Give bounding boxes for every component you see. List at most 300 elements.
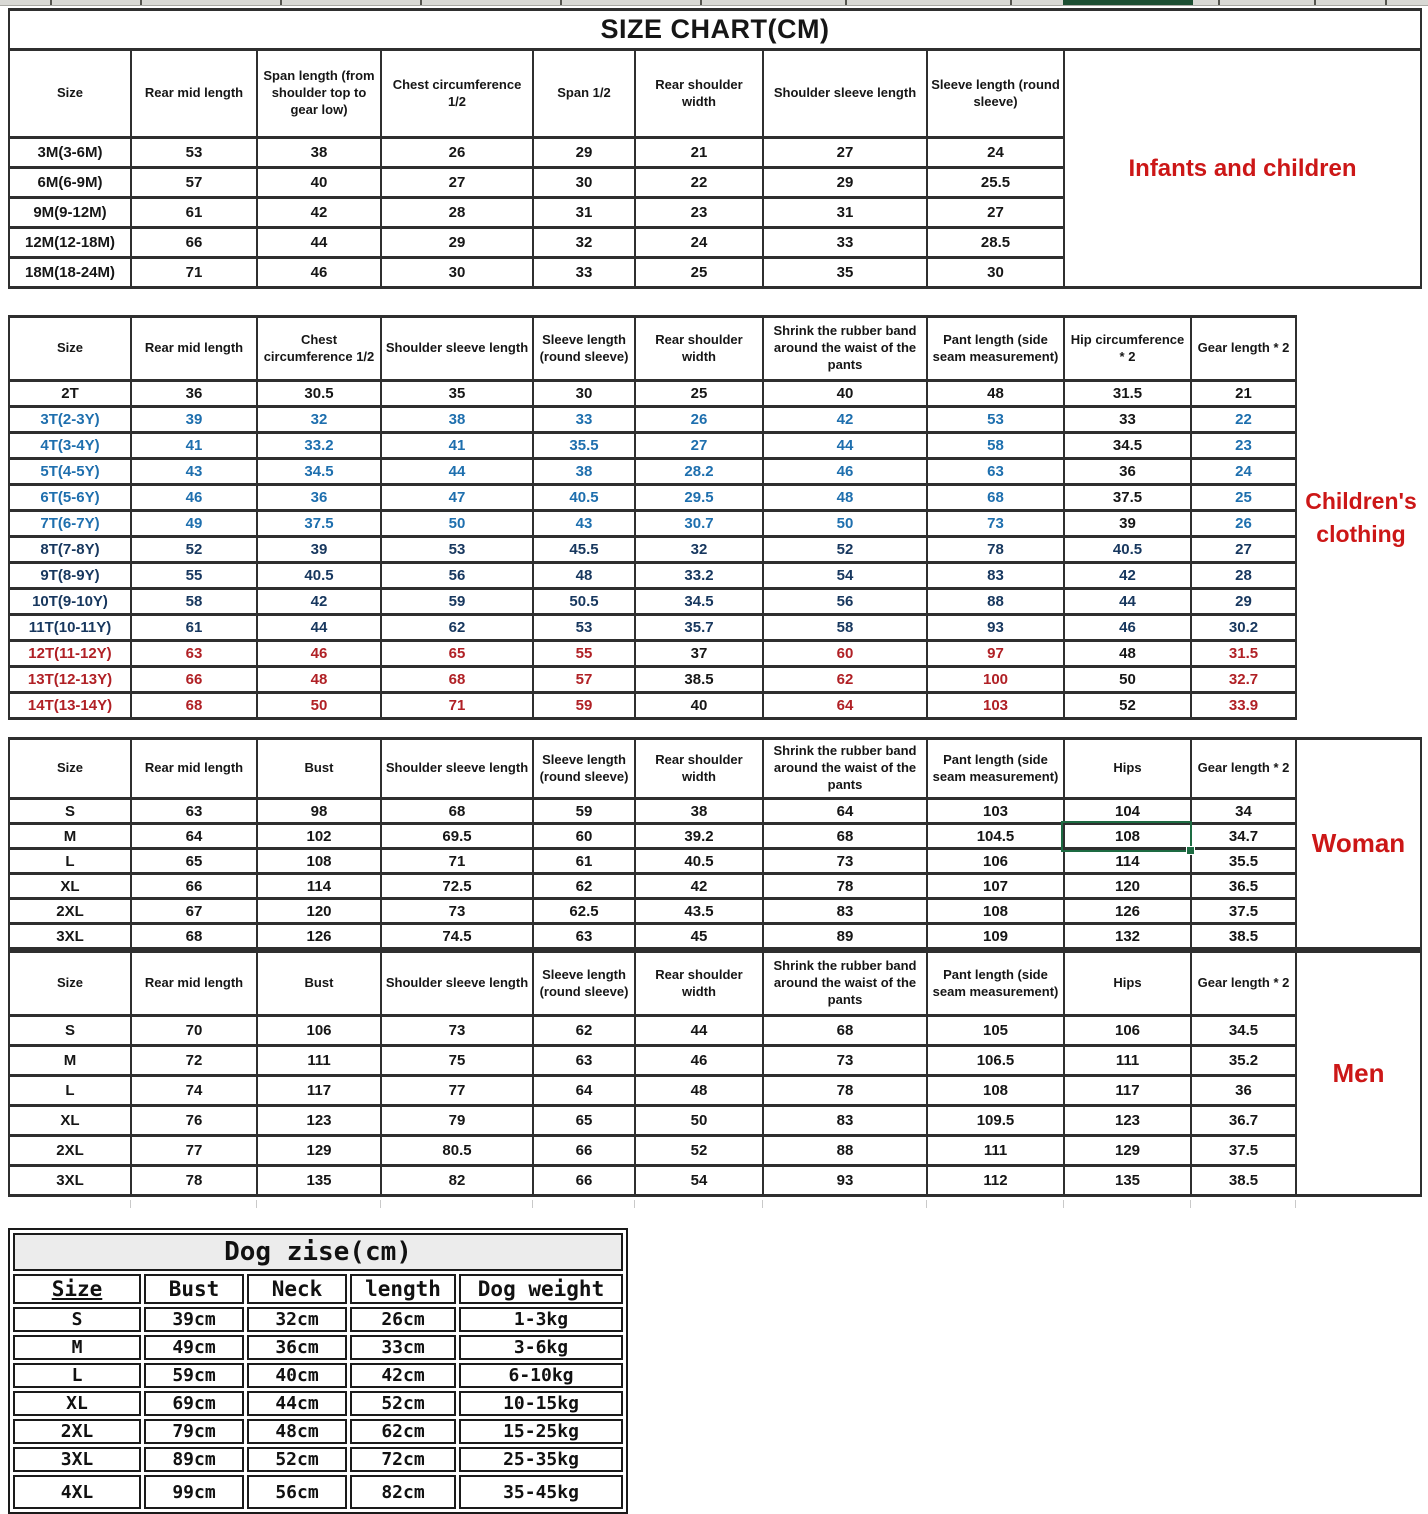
table-cell: 5T(4-5Y): [9, 459, 131, 485]
table-cell: 123: [257, 1106, 381, 1136]
table-cell: 45: [635, 924, 763, 949]
table-cell: XL: [9, 874, 131, 899]
table-cell: 112: [927, 1166, 1064, 1196]
table-cell: 9T(8-9Y): [9, 563, 131, 589]
column-header: Shoulder sleeve length: [381, 952, 533, 1016]
table-cell: 27: [763, 138, 927, 168]
table-cell: 50: [1064, 667, 1191, 693]
table-cell: 42: [257, 198, 381, 228]
table-cell: 103: [927, 693, 1064, 719]
table-cell: 40.5: [1064, 537, 1191, 563]
table-cell: 108: [927, 899, 1064, 924]
table-cell: 60: [763, 641, 927, 667]
table-cell: 93: [763, 1166, 927, 1196]
table-cell: 22: [1191, 407, 1296, 433]
table-cell: 62: [533, 874, 635, 899]
men-size-table: [8, 950, 1422, 1197]
table-cell: 28: [1191, 563, 1296, 589]
header-row: [9, 317, 1296, 381]
table-cell: 106: [1064, 1016, 1191, 1046]
table-cell: 57: [131, 168, 257, 198]
table-cell: 40: [763, 381, 927, 407]
table-cell: 76: [131, 1106, 257, 1136]
table-cell: 64: [763, 799, 927, 824]
header-row: [9, 50, 1421, 138]
table-cell: 56: [381, 563, 533, 589]
table-cell: 27: [927, 198, 1064, 228]
table-cell: 29: [381, 228, 533, 258]
table-cell: 46: [257, 641, 381, 667]
column-boundary-tick: [845, 0, 847, 5]
table-cell: 68: [763, 1016, 927, 1046]
column-header: Bust: [144, 1274, 244, 1304]
column-header: Hip circumference * 2: [1064, 317, 1191, 381]
table-row: [9, 511, 1296, 537]
table-cell: 50: [635, 1106, 763, 1136]
table-cell: 12M(12-18M): [9, 228, 131, 258]
table-cell: 75: [381, 1046, 533, 1076]
column-header: Bust: [257, 952, 381, 1016]
table-cell: 73: [927, 511, 1064, 537]
table-cell: 57: [533, 667, 635, 693]
table-row: [9, 874, 1421, 899]
column-header: Pant length (side seam measurement): [927, 739, 1064, 799]
table-cell: 36.7: [1191, 1106, 1296, 1136]
table-cell: 72cm: [350, 1447, 456, 1472]
table-cell: 117: [1064, 1076, 1191, 1106]
title-row: [13, 1233, 623, 1271]
table-cell: 62.5: [533, 899, 635, 924]
table-cell: 61: [131, 198, 257, 228]
table-cell: 62: [533, 1016, 635, 1046]
column-header: Sleeve length (round sleeve): [533, 317, 635, 381]
table-cell: 61: [131, 615, 257, 641]
table-cell: 37.5: [1191, 899, 1296, 924]
table-cell: 107: [927, 874, 1064, 899]
table-cell: M: [13, 1335, 141, 1360]
men-label: Men: [1296, 952, 1421, 1196]
table-cell: 126: [1064, 899, 1191, 924]
table-cell: 25-35kg: [459, 1447, 623, 1472]
column-header: Rear mid length: [131, 952, 257, 1016]
table-row: [13, 1447, 623, 1472]
table-cell: S: [13, 1307, 141, 1332]
table-cell: 36cm: [247, 1335, 347, 1360]
gridline-tick: [532, 1200, 533, 1208]
table-cell: 78: [763, 1076, 927, 1106]
column-header: Rear shoulder width: [635, 317, 763, 381]
table-cell: 39: [1064, 511, 1191, 537]
table-cell: 66: [131, 874, 257, 899]
table-cell: 69cm: [144, 1391, 244, 1416]
table-cell: 43.5: [635, 899, 763, 924]
table-cell: 114: [257, 874, 381, 899]
table-cell: 26: [635, 407, 763, 433]
table-cell: 27: [381, 168, 533, 198]
table-cell: 26: [381, 138, 533, 168]
table-cell: 97: [927, 641, 1064, 667]
table-cell: 111: [1064, 1046, 1191, 1076]
table-cell: 52: [635, 1136, 763, 1166]
table-row: [9, 1136, 1421, 1166]
table-cell: 111: [927, 1136, 1064, 1166]
table-cell: 88: [927, 589, 1064, 615]
table-cell: 42: [763, 407, 927, 433]
table-cell: 59: [533, 693, 635, 719]
table-cell: 74: [131, 1076, 257, 1106]
table-cell: M: [9, 824, 131, 849]
table-cell: 43: [533, 511, 635, 537]
column-header: Size: [9, 50, 131, 138]
table-cell: 21: [1191, 381, 1296, 407]
table-cell: 78: [763, 874, 927, 899]
table-cell: 37.5: [1191, 1136, 1296, 1166]
table-cell: 52cm: [350, 1391, 456, 1416]
table-cell: 40.5: [533, 485, 635, 511]
table-cell: 46: [635, 1046, 763, 1076]
table-cell: 39cm: [144, 1307, 244, 1332]
table-cell: 40: [257, 168, 381, 198]
table-row: [9, 1046, 1421, 1076]
table-cell: 30.2: [1191, 615, 1296, 641]
table-cell: 114: [1064, 849, 1191, 874]
table-cell: 23: [635, 198, 763, 228]
table-row: [9, 485, 1296, 511]
table-cell: 126: [257, 924, 381, 949]
table-cell: 45.5: [533, 537, 635, 563]
table-cell: 4T(3-4Y): [9, 433, 131, 459]
table-cell: 34: [1191, 799, 1296, 824]
table-cell: 62cm: [350, 1419, 456, 1444]
table-cell: 24: [635, 228, 763, 258]
column-header: Shoulder sleeve length: [763, 50, 927, 138]
table-cell: 78: [927, 537, 1064, 563]
table-cell: 39: [257, 537, 381, 563]
table-cell: 66: [533, 1166, 635, 1196]
column-header: Size: [13, 1274, 141, 1304]
table-cell: 66: [533, 1136, 635, 1166]
table-cell: 62: [381, 615, 533, 641]
column-header: Gear length * 2: [1191, 739, 1296, 799]
table-cell: 117: [257, 1076, 381, 1106]
table-cell: 68: [763, 824, 927, 849]
table-cell: 35: [381, 381, 533, 407]
column-header: Neck: [247, 1274, 347, 1304]
gridline-tick: [926, 1200, 927, 1208]
table-cell: 48: [257, 667, 381, 693]
table-cell: 35.7: [635, 615, 763, 641]
table-cell: 31: [763, 198, 927, 228]
table-row: [9, 849, 1421, 874]
table-cell: 25: [635, 381, 763, 407]
table-cell: 104: [1064, 799, 1191, 824]
table-cell: S: [9, 1016, 131, 1046]
table-cell: 56cm: [247, 1475, 347, 1509]
table-cell: 88: [763, 1136, 927, 1166]
table-cell: 32: [257, 407, 381, 433]
gridline-tick: [1063, 1200, 1064, 1208]
table-row: [13, 1419, 623, 1444]
table-cell: 109: [927, 924, 1064, 949]
column-boundary-tick: [280, 0, 282, 5]
table-cell: 28.5: [927, 228, 1064, 258]
table-cell: 77: [131, 1136, 257, 1166]
table-row: [9, 799, 1421, 824]
column-header: Rear shoulder width: [635, 50, 763, 138]
table-cell: 53: [533, 615, 635, 641]
table-row: [9, 641, 1296, 667]
table-cell: 83: [763, 1106, 927, 1136]
table-cell: 46: [257, 258, 381, 288]
gridline-tick: [762, 1200, 763, 1208]
table-cell: S: [9, 799, 131, 824]
table-cell: 3XL: [9, 1166, 131, 1196]
table-cell: 65: [131, 849, 257, 874]
column-boundary-tick: [1218, 0, 1220, 5]
table-cell: 69.5: [381, 824, 533, 849]
table-row: [9, 589, 1296, 615]
table-cell: 33.9: [1191, 693, 1296, 719]
column-boundary-tick: [560, 0, 562, 5]
table-cell: 26: [1191, 511, 1296, 537]
table-cell: 66: [131, 228, 257, 258]
table-cell: 35.5: [533, 433, 635, 459]
table-cell: 63: [533, 1046, 635, 1076]
table-cell: 79: [381, 1106, 533, 1136]
table-cell: 27: [1191, 537, 1296, 563]
table-cell: 13T(12-13Y): [9, 667, 131, 693]
table-cell: 8T(7-8Y): [9, 537, 131, 563]
table-cell: 6T(5-6Y): [9, 485, 131, 511]
table-cell: 29: [533, 138, 635, 168]
table-cell: 52: [763, 537, 927, 563]
table-cell: 22: [635, 168, 763, 198]
table-cell: 3XL: [9, 924, 131, 949]
table-cell: 54: [763, 563, 927, 589]
children-size-table: [8, 315, 1297, 720]
woman-size-table: [8, 737, 1422, 950]
table-cell: 33.2: [635, 563, 763, 589]
table-cell: 14T(13-14Y): [9, 693, 131, 719]
table-cell: 36.5: [1191, 874, 1296, 899]
table-cell: 24: [1191, 459, 1296, 485]
table-cell: 36: [1191, 1076, 1296, 1106]
table-cell: 3T(2-3Y): [9, 407, 131, 433]
table-cell: 44: [1064, 589, 1191, 615]
column-boundary-tick: [420, 0, 422, 5]
table-cell: 89cm: [144, 1447, 244, 1472]
table-cell: 68: [381, 667, 533, 693]
table-cell: 59: [381, 589, 533, 615]
table-cell: 46: [763, 459, 927, 485]
table-cell: 73: [381, 1016, 533, 1046]
table-row: [9, 1106, 1421, 1136]
table-cell: 59cm: [144, 1363, 244, 1388]
column-header: Rear mid length: [131, 739, 257, 799]
table-cell: 21: [635, 138, 763, 168]
table-cell: 83: [763, 899, 927, 924]
table-cell: 73: [381, 899, 533, 924]
table-cell: 53: [131, 138, 257, 168]
table-cell: 2XL: [9, 899, 131, 924]
column-header: length: [350, 1274, 456, 1304]
column-boundary-tick: [1010, 0, 1012, 5]
table-cell: 89: [763, 924, 927, 949]
table-cell: 68: [131, 693, 257, 719]
dog-size-table: [8, 1228, 628, 1514]
table-cell: 56: [763, 589, 927, 615]
table-cell: 38: [381, 407, 533, 433]
table-cell: XL: [13, 1391, 141, 1416]
table-row: [9, 1166, 1421, 1196]
column-header: Shoulder sleeve length: [381, 317, 533, 381]
table-cell: 68: [381, 799, 533, 824]
table-cell: 47: [381, 485, 533, 511]
table-cell: 65: [533, 1106, 635, 1136]
table-cell: L: [9, 849, 131, 874]
gridline-tick: [634, 1200, 635, 1208]
header-row: [9, 952, 1421, 1016]
gridline-tick: [1190, 1200, 1191, 1208]
table-cell: 52: [131, 537, 257, 563]
table-cell: 55: [131, 563, 257, 589]
table-cell: 68: [927, 485, 1064, 511]
column-boundary-tick: [1314, 0, 1316, 5]
table-cell: 40cm: [247, 1363, 347, 1388]
table-cell: 108: [1064, 824, 1191, 849]
table-cell: 102: [257, 824, 381, 849]
table-cell: 82: [381, 1166, 533, 1196]
table-cell: 132: [1064, 924, 1191, 949]
gridline-tick: [256, 1200, 257, 1208]
table-cell: 50.5: [533, 589, 635, 615]
table-cell: 42: [1064, 563, 1191, 589]
table-cell: 36: [1064, 459, 1191, 485]
column-header: Shrink the rubber band around the waist of the pants: [763, 317, 927, 381]
table-cell: 24: [927, 138, 1064, 168]
column-header: Span 1/2: [533, 50, 635, 138]
table-cell: 32cm: [247, 1307, 347, 1332]
table-cell: 40: [635, 693, 763, 719]
column-header: Size: [9, 317, 131, 381]
gridline-tick: [130, 1200, 131, 1208]
table-cell: 36: [257, 485, 381, 511]
table-cell: 135: [1064, 1166, 1191, 1196]
table-cell: 135: [257, 1166, 381, 1196]
table-cell: 103: [927, 799, 1064, 824]
table-cell: 35: [763, 258, 927, 288]
table-cell: 72.5: [381, 874, 533, 899]
table-cell: L: [9, 1076, 131, 1106]
table-cell: 93: [927, 615, 1064, 641]
table-cell: 63: [927, 459, 1064, 485]
table-cell: 25: [1191, 485, 1296, 511]
table-cell: 104.5: [927, 824, 1064, 849]
column-header: Gear length * 2: [1191, 952, 1296, 1016]
table-cell: 63: [533, 924, 635, 949]
table-cell: 44: [635, 1016, 763, 1046]
table-cell: 6M(6-9M): [9, 168, 131, 198]
column-header: Sleeve length (round sleeve): [927, 50, 1064, 138]
table-row: [9, 824, 1421, 849]
table-cell: 23: [1191, 433, 1296, 459]
table-cell: 71: [381, 693, 533, 719]
table-cell: 44: [257, 615, 381, 641]
table-cell: 61: [533, 849, 635, 874]
column-header: Hips: [1064, 952, 1191, 1016]
column-boundary-tick: [140, 0, 142, 5]
table-cell: 32.7: [1191, 667, 1296, 693]
table-cell: 74.5: [381, 924, 533, 949]
table-cell: 53: [927, 407, 1064, 433]
table-cell: 29: [1191, 589, 1296, 615]
table-cell: 52: [1064, 693, 1191, 719]
table-cell: 31.5: [1064, 381, 1191, 407]
table-cell: 34.5: [1191, 1016, 1296, 1046]
table-cell: 98: [257, 799, 381, 824]
table-row: [9, 615, 1296, 641]
table-cell: 37.5: [257, 511, 381, 537]
table-row: [13, 1363, 623, 1388]
table-cell: 30: [533, 381, 635, 407]
table-cell: 66: [131, 667, 257, 693]
table-cell: 33: [763, 228, 927, 258]
woman-label: Woman: [1296, 739, 1421, 949]
table-cell: 36: [131, 381, 257, 407]
table-cell: 33.2: [257, 433, 381, 459]
table-cell: 9M(9-12M): [9, 198, 131, 228]
column-boundary-tick: [1385, 0, 1387, 5]
table-row: [9, 899, 1421, 924]
table-cell: 42: [635, 874, 763, 899]
table-row: [9, 693, 1296, 719]
table-cell: 29.5: [635, 485, 763, 511]
table-cell: 15-25kg: [459, 1419, 623, 1444]
table-cell: 26cm: [350, 1307, 456, 1332]
header-row: [13, 1274, 623, 1304]
column-header: Rear shoulder width: [635, 952, 763, 1016]
table-cell: 6-10kg: [459, 1363, 623, 1388]
table-cell: 64: [533, 1076, 635, 1106]
table-cell: 72: [131, 1046, 257, 1076]
table-cell: 32: [533, 228, 635, 258]
table-cell: 38: [533, 459, 635, 485]
fill-handle-icon: [1186, 846, 1195, 855]
table-row: [9, 1016, 1421, 1046]
column-header: Span length (from shoulder top to gear low): [257, 50, 381, 138]
table-row: [9, 459, 1296, 485]
table-cell: 106.5: [927, 1046, 1064, 1076]
table-cell: 18M(18-24M): [9, 258, 131, 288]
table-cell: 35-45kg: [459, 1475, 623, 1509]
table-cell: 39: [131, 407, 257, 433]
table-cell: 48: [533, 563, 635, 589]
table-cell: 44: [381, 459, 533, 485]
table-row: [9, 667, 1296, 693]
table-cell: 79cm: [144, 1419, 244, 1444]
table-cell: 44: [763, 433, 927, 459]
table-cell: 77: [381, 1076, 533, 1106]
table-row: [13, 1475, 623, 1509]
dog-table-title: Dog zise(cm): [13, 1233, 623, 1271]
column-header: Pant length (side seam measurement): [927, 317, 1064, 381]
table-cell: 55: [533, 641, 635, 667]
children-label: Children's clothing: [1305, 488, 1417, 547]
table-row: [9, 563, 1296, 589]
table-cell: 99cm: [144, 1475, 244, 1509]
table-cell: 1-3kg: [459, 1307, 623, 1332]
table-cell: 120: [257, 899, 381, 924]
